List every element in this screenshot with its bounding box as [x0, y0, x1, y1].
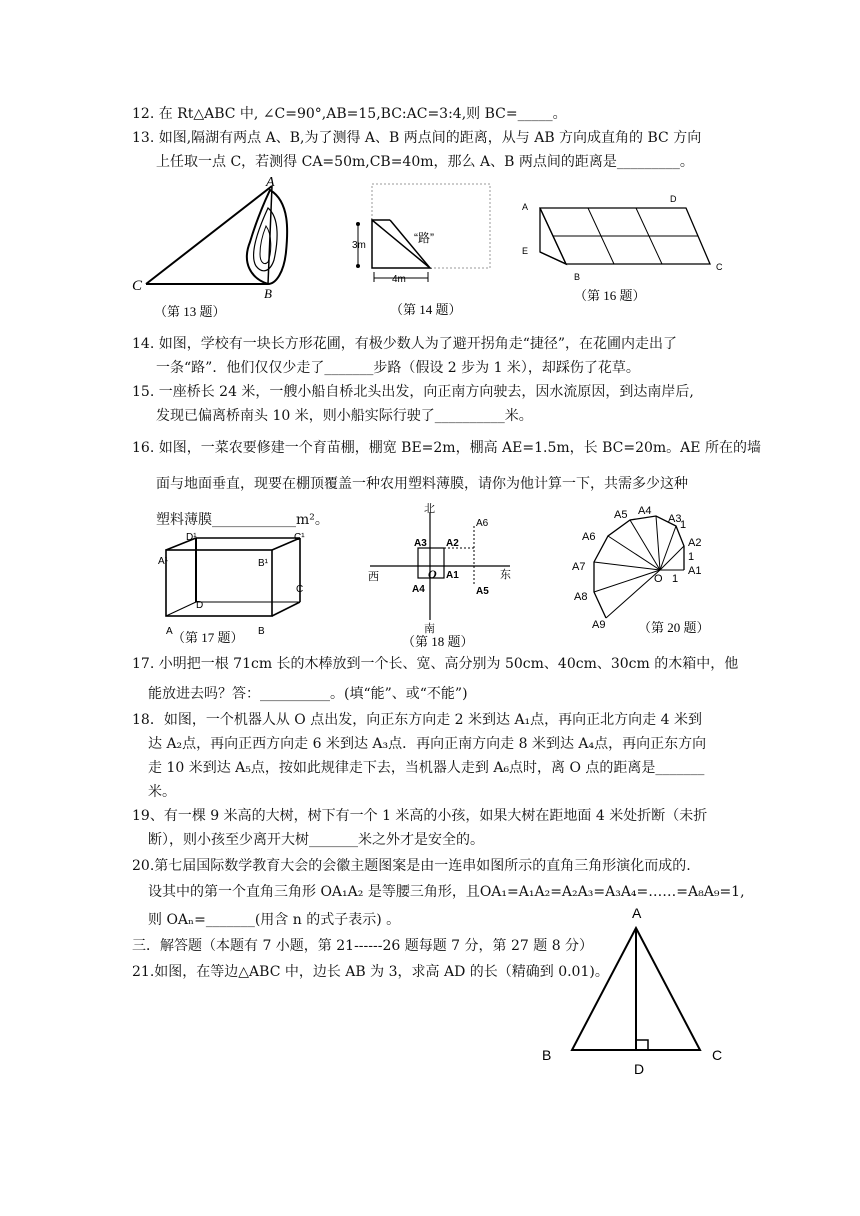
fig18-label-a5: A5 [476, 586, 489, 597]
fig21-label-b: B [542, 1047, 552, 1063]
problem-20-line2: 设其中的第一个直角三角形 OA₁A₂ 是等腰三角形，且OA₁=A₁A₂=A₂A₃=A₃A₄=……=A₈A₉=1, [148, 884, 745, 900]
fig16-label-c: C [716, 262, 723, 272]
fig20-label-a5: A5 [614, 509, 628, 521]
problem-17-line2: 能放进去吗？答：__________。(填“能”、或“不能”) [148, 686, 468, 702]
figure-20 [568, 500, 728, 640]
fig14-label-road: “路” [414, 231, 434, 245]
problem-15-line2: 发现已偏离桥南头 10 米，则小船实际行驶了__________米。 [156, 408, 533, 424]
figure-16 [518, 188, 738, 308]
fig20-label-one-bottom: 1 [672, 573, 679, 585]
fig14-dim-v-top [356, 222, 360, 226]
problem-14-line1: 14. 如图，学校有一块长方形花圃，有极少数人为了避开拐角走“捷径”，在花圃内走出了 [132, 336, 678, 352]
problem-19-line1: 19、有一棵 9 米高的大树，树下有一个 1 米高的小孩，如果大树在距地面 4 米处折断（未折 [132, 808, 708, 824]
fig17-label-d1: D¹ [186, 532, 197, 543]
fig18-label-west: 西 [368, 571, 379, 583]
fig20-label-a8: A8 [574, 591, 588, 603]
fig16-label-b: B [574, 272, 581, 282]
fig13-label-b: B [264, 286, 272, 301]
fig14-label-4m: 4m [392, 274, 406, 285]
fig16-label-a: A [522, 202, 529, 212]
figure-18 [366, 500, 526, 650]
fig16-label-e: E [522, 246, 529, 256]
figure-17 [158, 530, 318, 650]
fig17-label-a1: A¹ [158, 556, 168, 567]
problem-13-line1: 13. 如图,隔湖有两点 A、B,为了测得 A、B 两点间的距离，从与 AB 方向成直角的 BC 方向 [132, 130, 702, 146]
problem-14-line2: 一条“路”．他们仅仅少走了_______步路（假设 2 步为 1 米），却踩伤了花草。 [156, 360, 640, 376]
fig20-spiral-rays [594, 516, 687, 618]
fig17-hidden-d [166, 602, 196, 616]
fig17-label-a: A [166, 626, 173, 637]
fig18-label-a6: A6 [476, 518, 489, 529]
problem-13-line2: 上任取一点 C，若测得 CA=50m,CB=40m，那么 A、B 两点间的距离是_________。 [156, 154, 694, 170]
problem-20-line3: 则 OAₙ=_______(用含 n 的式子表示) 。 [148, 912, 401, 928]
fig18-label-north: 北 [424, 503, 435, 515]
fig20-label-a7: A7 [572, 561, 586, 573]
figure-14 [346, 180, 506, 320]
fig21-label-a: A [632, 905, 642, 921]
fig21-label-c: C [712, 1047, 723, 1063]
fig20-label-one-right: 1 [688, 551, 695, 563]
fig13-lake-inner [254, 208, 277, 271]
fig17-front [166, 550, 272, 616]
fig20-label-o: O [654, 573, 663, 585]
problem-18-line4: 米。 [148, 784, 176, 800]
fig17-label-b1: B¹ [258, 558, 268, 569]
problem-16-line2: 面与地面垂直，现要在棚顶覆盖一种农用塑料薄膜，请你为他计算一下，共需多少这种 [156, 476, 688, 492]
fig18-label-east: 东 [500, 569, 511, 581]
fig20-label-a2: A2 [688, 537, 702, 549]
fig13-label-c: C [132, 278, 143, 294]
problem-17-line1: 17. 小明把一根 71cm 长的木棒放到一个长、宽、高分别为 50cm、40cm、30cm 的木箱中，他 [132, 656, 739, 672]
fig20-label-a4: A4 [638, 505, 652, 517]
fig18-label-o: O [428, 567, 437, 581]
problem-20-line1: 20.第七届国际数学教育大会的会徽主题图案是由一连串如图所示的直角三角形演化而成的. [132, 858, 691, 874]
fig20-label-a6: A6 [582, 531, 596, 543]
fig20-label-a9: A9 [592, 619, 606, 631]
problem-21: 21.如图，在等边△ABC 中，边长 AB 为 3，求高 AD 的长（精确到 0.01)。 [132, 964, 609, 980]
fig20-label-a3: A3 [668, 513, 682, 525]
fig18-label-a3: A3 [414, 538, 427, 549]
fig18-label-a2: A2 [446, 538, 459, 549]
fig14-garden [372, 184, 490, 268]
problem-12: 12. 在 Rt△ABC 中, ∠C=90°,AB=15,BC:AC=3:4,则 BC=_____。 [132, 106, 567, 122]
problem-19-line2: 断），则小孩至少离开大树_______米之外才是安全的。 [148, 832, 484, 848]
section-3-heading: 三．解答题（本题有 7 小题，第 21------26 题每题 7 分，第 27 题 8 分） [132, 938, 594, 954]
caption-18: （第 18 题） [402, 634, 474, 649]
problem-18-line3: 走 10 米到达 A₅点，按如此规律走下去，当机器人走到 A₆点时，离 O 点的距离是_______ [148, 760, 705, 776]
caption-17: （第 17 题） [172, 630, 244, 645]
fig13-label-a: A [266, 175, 275, 190]
problem-18-line1: 18．如图，一个机器人从 O 点出发，向正东方向走 2 米到达 A₁点，再向正北方向走 4 米到 [132, 712, 702, 728]
caption-13: （第 13 题） [154, 304, 226, 319]
fig17-label-b: B [258, 626, 265, 637]
fig21-label-d: D [634, 1061, 645, 1077]
problem-16-line3: 塑料薄膜____________m²。 [156, 512, 329, 528]
fig18-label-south: 南 [424, 623, 435, 635]
fig17-label-d: D [196, 600, 204, 611]
figure-21 [536, 898, 736, 1078]
fig20-label-one-top: 1 [680, 519, 687, 531]
fig16-ground [540, 252, 566, 264]
fig17-label-c: C [296, 584, 304, 595]
fig17-label-c1: C¹ [294, 532, 305, 543]
caption-16: （第 16 题） [574, 288, 646, 303]
fig18-label-a4: A4 [412, 584, 425, 595]
problem-16-line1: 16. 如图，一菜农要修建一个育苗棚，棚宽 BE=2m，棚高 AE=1.5m，长 BC=20m。AE 所在的墙 [132, 440, 761, 456]
fig20-label-a1: A1 [688, 565, 702, 577]
fig16-label-d: D [670, 194, 677, 204]
figure-13 [130, 172, 300, 322]
fig18-label-a1: A1 [446, 570, 459, 581]
problem-18-line2: 达 A₂点，再向正西方向走 6 米到达 A₃点．再向正南方向走 8 米到达 A₄点，再向正东方向 [148, 736, 707, 752]
problem-15-line1: 15. 一座桥长 24 米，一艘小船自桥北头出发，向正南方向驶去，因水流原因，到达南岸后, [132, 384, 694, 400]
fig21-right-angle [636, 1040, 648, 1050]
fig14-label-3m: 3m [352, 240, 366, 251]
fig14-dim-v-bottom [356, 264, 360, 268]
caption-14: （第 14 题） [390, 302, 462, 317]
caption-20: （第 20 题） [638, 620, 710, 635]
fig17-edge-br [272, 602, 300, 616]
